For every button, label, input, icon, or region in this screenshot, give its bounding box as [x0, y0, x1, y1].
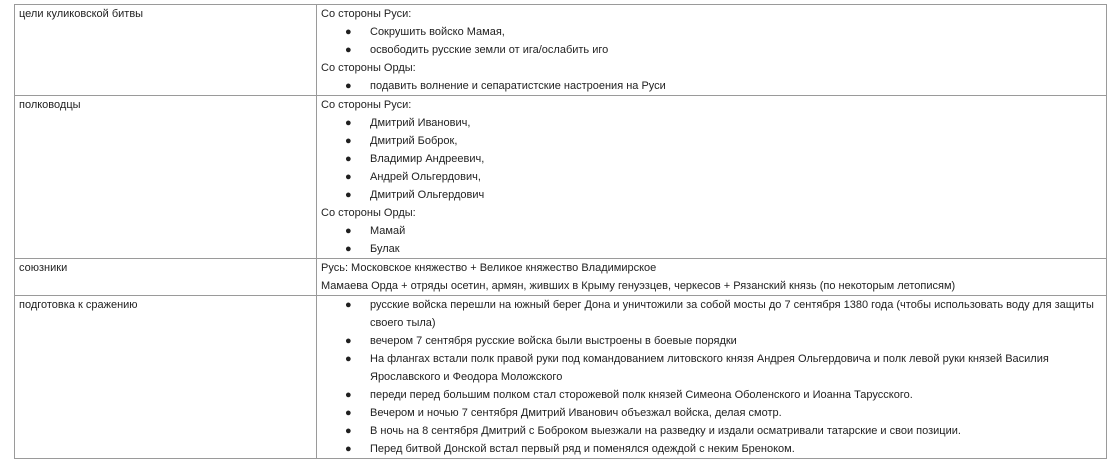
content-cell — [317, 5, 1107, 96]
history-table — [14, 4, 1107, 459]
bullet-icon: ● — [345, 171, 352, 183]
topic-label: подготовка к сражению — [19, 299, 138, 311]
list-item: ● В ночь на 8 сентября Дмитрий с Боброком выезжали на разведку и издали осматривали татарские и свои позиции. — [321, 422, 1102, 440]
bullet-icon: ● — [345, 243, 352, 255]
list-item: ● переди перед большим полком стал сторожевой полк князей Симеона Оболенского и Иоанна Тарусского. — [321, 386, 1102, 404]
bullet-icon: ● — [345, 389, 352, 401]
topic-cell — [15, 96, 317, 259]
list-item: ● Вечером и ночью 7 сентября Дмитрий Иванович объезжал войска, делая смотр. — [321, 404, 1102, 422]
list-item: ● Дмитрий Боброк, — [321, 132, 1102, 150]
bullet-icon: ● — [345, 407, 352, 419]
bullet-icon: ● — [345, 299, 352, 311]
table-row-commanders — [15, 96, 1107, 259]
list-item: ● Сокрушить войско Мамая, — [321, 23, 1102, 41]
list-item: ● Андрей Ольгердович, — [321, 168, 1102, 186]
content-cell — [317, 259, 1107, 296]
bullet-icon: ● — [345, 153, 352, 165]
bullet-icon: ● — [345, 189, 352, 201]
list-item: ● Дмитрий Ольгердович — [321, 186, 1102, 204]
group-heading: Со стороны Руси: — [321, 8, 412, 20]
topic-cell — [15, 259, 317, 296]
allies-line: Русь: Московское княжество + Великое княжество Владимирское — [321, 262, 657, 274]
topic-label: цели куликовской битвы — [19, 8, 144, 20]
list-item: ● Мамай — [321, 222, 1102, 240]
content-cell — [317, 296, 1107, 459]
list-item: ● вечером 7 сентября русские войска были выстроены в боевые порядки — [321, 332, 1102, 350]
bullet-list — [321, 114, 1102, 204]
group-heading: Со стороны Орды: — [321, 62, 416, 74]
bullet-icon: ● — [345, 135, 352, 147]
bullet-icon: ● — [345, 44, 352, 56]
bullet-list — [321, 296, 1102, 458]
list-item: ● подавить волнение и сепаратистские настроения на Руси — [321, 77, 1102, 95]
bullet-icon: ● — [345, 225, 352, 237]
topic-cell — [15, 5, 317, 96]
topic-label: полководцы — [19, 99, 81, 111]
list-item: ● На флангах встали полк правой руки под командованием литовского князя Андрея Ольгердовича и полк левой руки князей Василия Ярославского и Феодора Моложского — [321, 350, 1102, 386]
list-item: ● Перед битвой Донской встал первый ряд и поменялся одеждой с неким Бреноком. — [321, 440, 1102, 458]
bullet-list — [321, 23, 1102, 59]
table-row-allies — [15, 259, 1107, 296]
table-row-preparation — [15, 296, 1107, 459]
bullet-icon: ● — [345, 26, 352, 38]
bullet-list — [321, 222, 1102, 258]
bullet-icon: ● — [345, 425, 352, 437]
content-cell — [317, 96, 1107, 259]
list-item: ● Дмитрий Иванович, — [321, 114, 1102, 132]
bullet-list — [321, 77, 1102, 95]
group-heading: Со стороны Орды: — [321, 207, 416, 219]
list-item: ● освободить русские земли от ига/ослабить иго — [321, 41, 1102, 59]
topic-cell — [15, 296, 317, 459]
bullet-icon: ● — [345, 335, 352, 347]
list-item: ● Булак — [321, 240, 1102, 258]
topic-label: союзники — [19, 262, 68, 274]
table-row-goals — [15, 5, 1107, 96]
bullet-icon: ● — [345, 353, 352, 365]
list-item: ● русские войска перешли на южный берег Дона и уничтожили за собой мосты до 7 сентября 1380 года (чтобы использовать воду для защиты своего тыла) — [321, 296, 1102, 332]
list-item: ● Владимир Андреевич, — [321, 150, 1102, 168]
bullet-icon: ● — [345, 443, 352, 455]
bullet-icon: ● — [345, 117, 352, 129]
bullet-icon: ● — [345, 80, 352, 92]
allies-line: Мамаева Орда + отряды осетин, армян, живших в Крыму генуэзцев, черкесов + Рязанский князь (по некоторым летописям) — [321, 280, 956, 292]
group-heading: Со стороны Руси: — [321, 99, 412, 111]
